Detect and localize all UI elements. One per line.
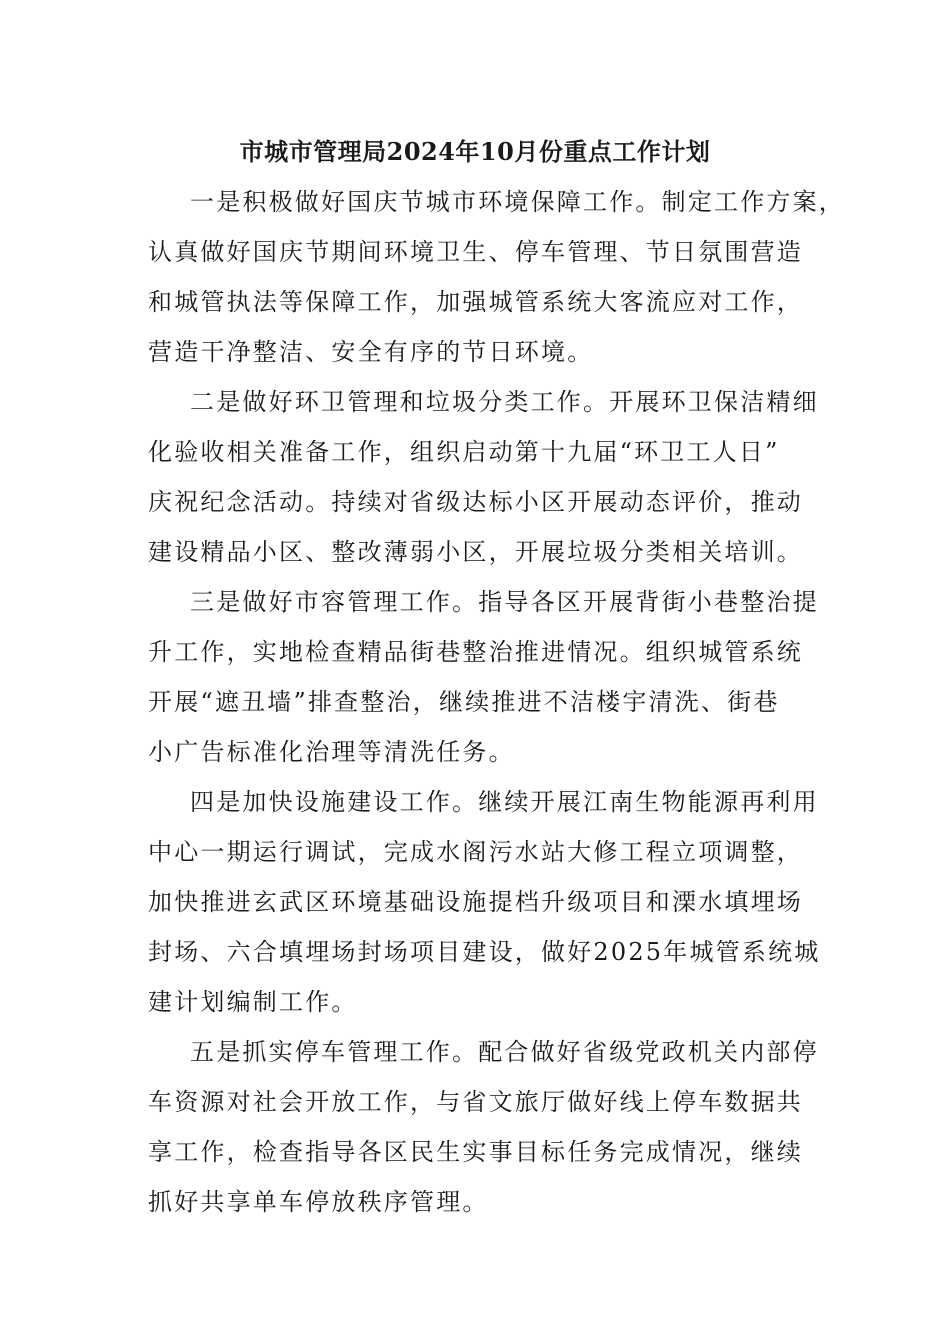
text-line: 封场、六合填埋场封场项目建设，做好2025年城管系统城: [148, 938, 821, 966]
text-line: 四是加快设施建设工作。继续开展江南生物能源再利用: [190, 788, 819, 816]
text-line: 营造干净整洁、安全有序的节日环境。: [148, 338, 594, 366]
text-line: 抓好共享单车停放秩序管理。: [148, 1188, 489, 1216]
text-line: 和城管执法等保障工作，加强城管系统大客流应对工作，: [148, 288, 803, 316]
text-line: 三是做好市容管理工作。指导各区开展背街小巷整治提: [190, 588, 819, 616]
text-line: 二是做好环卫管理和垃圾分类工作。开展环卫保洁精细: [190, 388, 819, 416]
text-line: 化验收相关准备工作，组织启动第十九届“环卫工人日”: [148, 438, 780, 466]
page-title: 市城市管理局2024年10月份重点工作计划: [239, 137, 711, 166]
text-line: 开展“遮丑墙”排查整治，继续推进不洁楼宇清洗、街巷: [148, 688, 780, 716]
text-line: 一是积极做好国庆节城市环境保障工作。制定工作方案，: [190, 188, 845, 216]
text-line: 庆祝纪念活动。持续对省级达标小区开展动态评价，推动: [148, 488, 803, 516]
text-line: 中心一期运行调试，完成水阁污水站大修工程立项调整，: [148, 838, 803, 866]
text-line: 建设精品小区、整改薄弱小区，开展垃圾分类相关培训。: [148, 538, 803, 566]
text-line: 五是抓实停车管理工作。配合做好省级党政机关内部停: [190, 1038, 819, 1066]
text-line: 小广告标准化治理等清洗任务。: [148, 738, 515, 766]
text-line: 建计划编制工作。: [148, 988, 358, 1016]
text-line: 认真做好国庆节期间环境卫生、停车管理、节日氛围营造: [148, 238, 803, 266]
text-line: 车资源对社会开放工作，与省文旅厅做好线上停车数据共: [148, 1088, 803, 1116]
text-line: 享工作，检查指导各区民生实事目标任务完成情况，继续: [148, 1138, 803, 1166]
text-line: 升工作，实地检查精品街巷整治推进情况。组织城管系统: [148, 638, 803, 666]
text-line: 加快推进玄武区环境基础设施提档升级项目和溧水填埋场: [148, 888, 803, 916]
